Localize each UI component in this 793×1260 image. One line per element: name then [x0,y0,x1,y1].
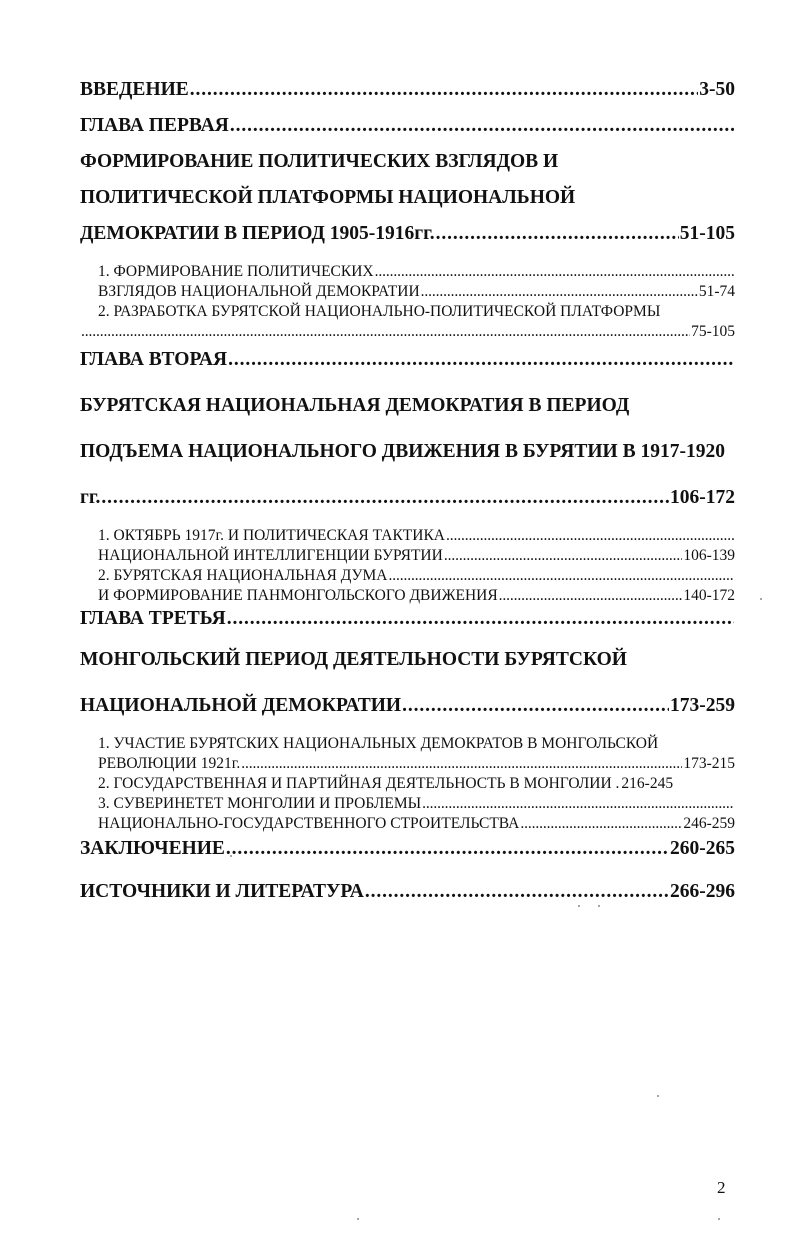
toc-pages: 266-296 [670,881,735,902]
chapter-title-line: МОНГОЛЬСКИЙ ПЕРИОД ДЕЯТЕЛЬНОСТИ БУРЯТСКОЙ [80,649,627,670]
leader-dots [228,342,734,378]
toc-chapter-3-label [80,606,735,632]
leader-dots [101,480,669,516]
toc-chapter-2-label [80,342,735,378]
toc-section [80,734,735,754]
section-pages: 246-259 [683,815,735,832]
toc-section [80,794,735,814]
scan-speck [578,905,580,907]
section-title: 2. РАЗРАБОТКА БУРЯТСКОЙ НАЦИОНАЛЬНО-ПОЛИТИЧЕСКОЙ ПЛАТФОРМЫ [98,303,661,320]
leader-dots [436,216,679,252]
section-title: 2. БУРЯТСКАЯ НАЦИОНАЛЬНАЯ ДУМА [98,567,388,584]
section-title: 1. УЧАСТИЕ БУРЯТСКИХ НАЦИОНАЛЬНЫХ ДЕМОКРАТОВ В МОНГОЛЬСКОЙ [98,735,659,752]
chapter-label: ГЛАВА ТРЕТЬЯ [80,608,226,629]
scan-speck [230,855,232,857]
section-title: НАЦИОНАЛЬНО-ГОСУДАРСТВЕННОГО СТРОИТЕЛЬСТВА [98,815,520,832]
toc-section [80,546,735,566]
section-title: И ФОРМИРОВАНИЕ ПАНМОНГОЛЬСКОГО ДВИЖЕНИЯ [98,587,498,604]
leader-dots [421,282,698,302]
leader-dots [365,874,669,910]
section-pages: 51-74 [698,283,735,300]
toc-pages: 260-265 [670,838,735,859]
toc-title: ЗАКЛЮЧЕНИЕ [80,838,225,859]
toc-chapter-1-title-end [80,216,735,252]
toc-title: ВВЕДЕНИЕ [80,79,189,100]
chapter-title-line: ФОРМИРОВАНИЕ ПОЛИТИЧЕСКИХ ВЗГЛЯДОВ И [80,151,559,172]
section-pages: 75-105 [691,323,735,340]
scan-speck [718,1218,720,1220]
page-number: 2 [717,1178,726,1197]
toc-section [80,814,735,834]
toc-chapter-1-label [80,108,735,144]
leader-dots [226,834,669,864]
toc-pages: 106-172 [670,487,735,508]
toc-section [80,754,735,774]
leader-dots [375,262,734,282]
toc-section [80,282,735,302]
toc-pages: 51-105 [679,223,735,244]
toc-entry-conclusion [80,834,735,864]
scan-speck [357,1218,359,1220]
toc-title: ИСТОЧНИКИ И ЛИТЕРАТУРА [80,881,364,902]
section-pages: 216-245 [621,775,674,792]
section-pages: 106-139 [683,547,735,564]
leader-dots [388,566,734,586]
section-pages: 173-215 [683,755,735,772]
leader-dots [190,72,698,108]
section-title: 1. ФОРМИРОВАНИЕ ПОЛИТИЧЕСКИХ [98,263,374,280]
toc-chapter-2-title-end [80,480,735,516]
chapter-title-line: гг. [80,487,101,508]
toc-pages: 3-50 [699,79,735,100]
toc-section [80,586,735,606]
leader-dots [520,814,682,834]
scan-speck [760,598,762,600]
section-title: 3. СУВЕРИНЕТЕТ МОНГОЛИИ И ПРОБЛЕМЫ [98,795,422,812]
table-of-contents [80,72,735,910]
toc-section [80,774,735,794]
leader-dots [227,606,734,632]
toc-section [80,302,735,322]
leader-dots [446,526,734,546]
chapter-title-line: ДЕМОКРАТИИ В ПЕРИОД 1905-1916гг. [80,223,435,244]
chapter-label: ГЛАВА ПЕРВАЯ [80,115,229,136]
chapter-title-line: ПОЛИТИЧЕСКОЙ ПЛАТФОРМЫ НАЦИОНАЛЬНОЙ [80,187,576,208]
scan-speck [657,1095,659,1097]
toc-section [80,262,735,282]
toc-section [80,566,735,586]
leader-dots [499,586,683,606]
chapter-label: ГЛАВА ВТОРАЯ [80,349,228,370]
toc-entry-intro [80,72,735,108]
leader-dots [444,546,683,566]
leader-dots [402,688,669,724]
toc-section [80,322,735,342]
scan-speck [598,905,600,907]
leader-dots [422,794,734,814]
section-title: 2. ГОСУДАРСТВЕННАЯ И ПАРТИЙНАЯ ДЕЯТЕЛЬНОСТЬ В МОНГОЛИИ . [98,775,620,792]
section-pages: 140-172 [683,587,735,604]
chapter-title-line: ПОДЪЕМА НАЦИОНАЛЬНОГО ДВИЖЕНИЯ В БУРЯТИИ В 1917-1920 [80,441,725,462]
chapter-title-line: НАЦИОНАЛЬНОЙ ДЕМОКРАТИИ [80,695,402,716]
section-title: ВЗГЛЯДОВ НАЦИОНАЛЬНОЙ ДЕМОКРАТИИ [98,283,420,300]
section-title: НАЦИОНАЛЬНОЙ ИНТЕЛЛИГЕНЦИИ БУРЯТИИ [98,547,443,564]
leader-dots [81,322,690,342]
toc-entry-sources [80,874,735,910]
toc-chapter-3-title-end [80,688,735,724]
leader-dots [241,754,682,774]
leader-dots [230,108,734,144]
toc-section [80,526,735,546]
chapter-title-line: БУРЯТСКАЯ НАЦИОНАЛЬНАЯ ДЕМОКРАТИЯ В ПЕРИОД [80,395,630,416]
section-title: РЕВОЛЮЦИИ 1921г. [98,755,241,772]
toc-pages: 173-259 [670,695,735,716]
section-title: 1. ОКТЯБРЬ 1917г. И ПОЛИТИЧЕСКАЯ ТАКТИКА [98,527,446,544]
